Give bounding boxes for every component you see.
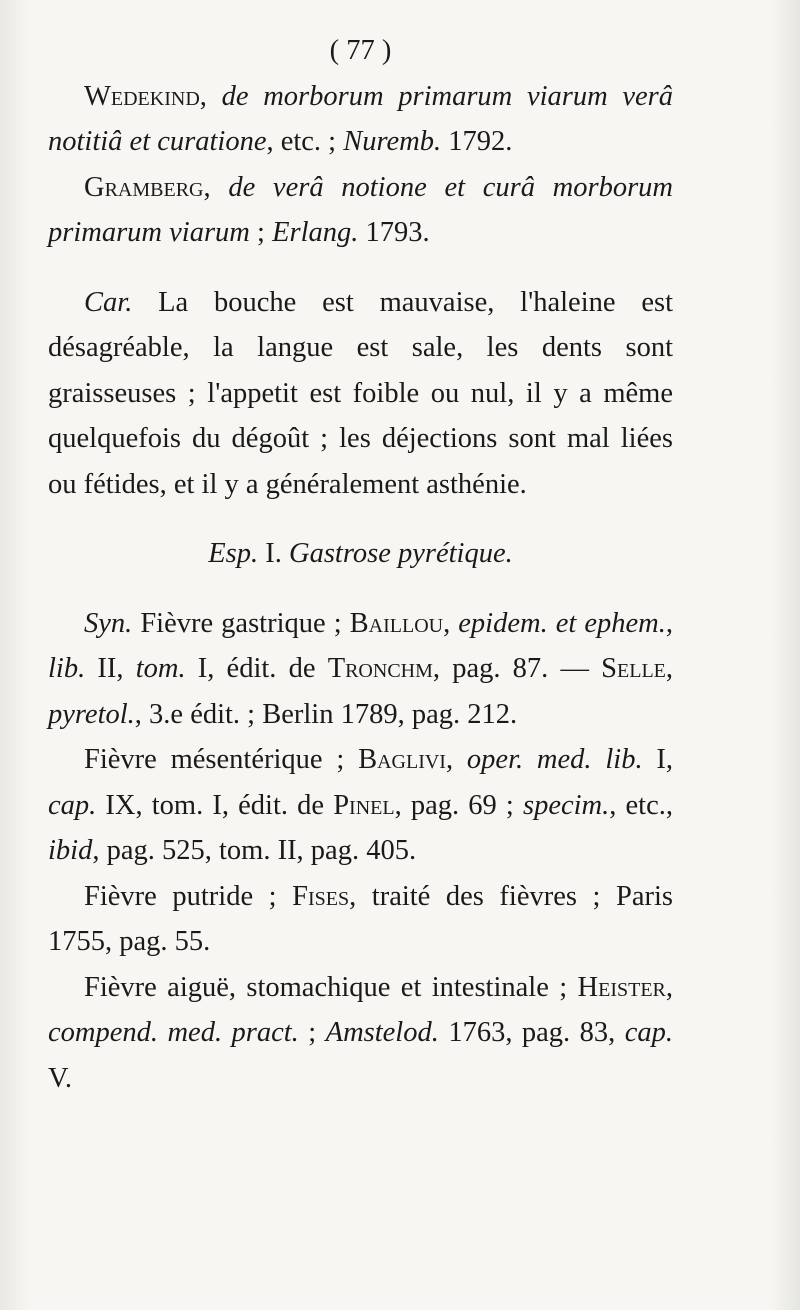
year: 1792.: [448, 126, 513, 157]
reference-wedekind: Wedekind, de morborum primarum viarum verâ notitiâ et curatione, etc. ; Nuremb. 1792.: [48, 80, 674, 157]
work-title: de morborum primarum viarum verâ notitiâ et curatione: [48, 80, 674, 157]
author-name: Baillou: [349, 607, 444, 639]
synonym-entry: Fièvre aiguë, stomachique et intestinale ; Heister, compend. med. pract. ; Amstelod. 1763, pag. 83, cap. V.: [48, 971, 673, 1094]
page-number: ( 77 ): [329, 35, 392, 66]
page-text: [48, 28, 673, 1101]
place: Erlang.: [272, 217, 359, 248]
author-name: Gramberg: [84, 171, 204, 203]
synonym-entry: Syn. Fièvre gastrique ; Baillou, epidem. et ephem., lib. II, tom. I, édit. de Tronchm, pag. 87. — Selle, pyretol., 3.e édit. ; Berlin 1789, pag. 212.: [48, 607, 673, 730]
species-heading: Esp. I. Gastrose pyrétique.: [208, 538, 513, 569]
synonym-entry: Fièvre mésentérique ; Baglivi, oper. med. lib. I, cap. IX, tom. I, édit. de Pinel, pag. 69 ; specim., etc., ibid, pag. 525, tom. II, pag. 405.: [48, 744, 674, 866]
year: 1793.: [358, 217, 430, 248]
place: Nuremb.: [343, 126, 442, 157]
author-name: Baglivi: [358, 744, 446, 775]
characters-label: Car.: [84, 286, 133, 318]
characters-text: La bouche est mauvaise, l'haleine est désagréable, la langue est sale, les dents sont graisseuses ; l'appetit est foible ou nul, il y a même quelquefois du dégoût ; les déjections sont mal liées ou fétides, et il y a généralement asthénie.: [48, 286, 673, 500]
synonym-entry: Fièvre putride ; Fises, traité des fièvres ; Paris 1755, pag. 55.: [48, 880, 673, 957]
author-name: Fises: [292, 880, 350, 912]
author-name: Selle: [601, 653, 666, 684]
reference-gramberg: Gramberg, de verâ notione et curâ morborum primarum viarum ; Erlang. 1793.: [48, 171, 673, 248]
characters-paragraph: [48, 280, 673, 508]
author-name: Wedekind: [84, 80, 200, 112]
author-name: Heister: [577, 971, 666, 1003]
work-title: de verâ notione et curâ morborum primarum viarum: [48, 171, 673, 248]
